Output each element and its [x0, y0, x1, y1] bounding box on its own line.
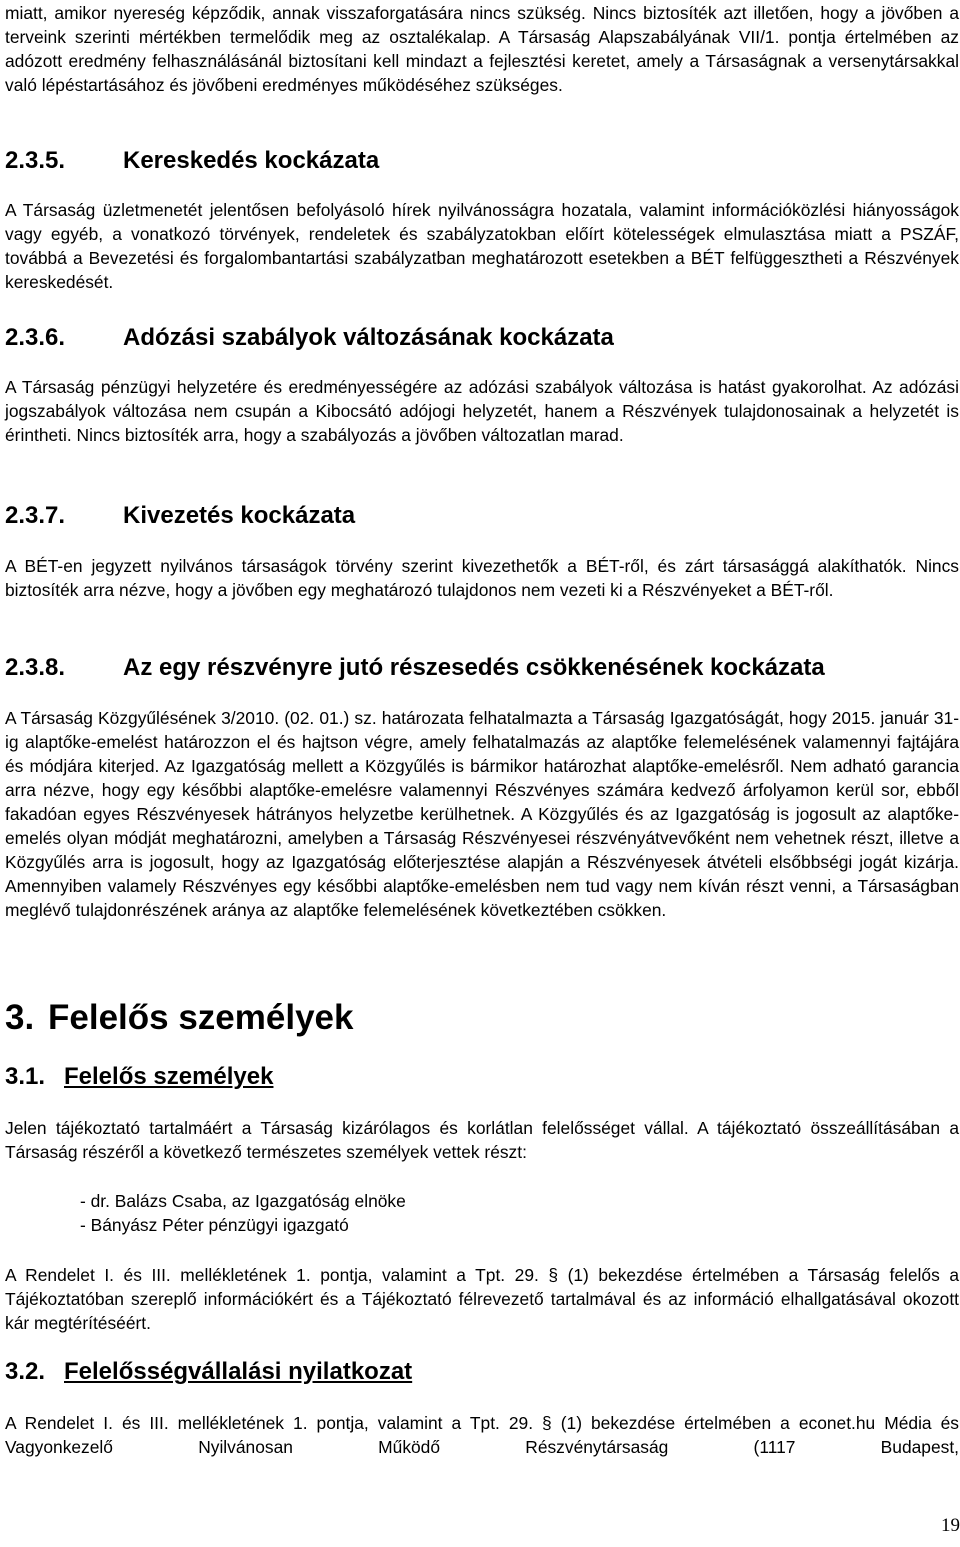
section-number: 2.3.6.	[5, 324, 66, 351]
subsection-text-3-1: Jelen tájékoztató tartalmáért a Társaság kizárólagos és korlátlan felelősséget vállal. A tájékoztató összeállításában a Társaság részéről a következő természetes személyek vettek részt:	[5, 1118, 959, 1162]
person-list-item: - Bányász Péter pénzügyi igazgató	[80, 1215, 349, 1235]
section-text-2-3-7: A BÉT-en jegyzett nyilvános társaságok törvény szerint kivezethetők a BÉT-ről, és zárt társasággá alakíthatók. Nincs biztosíték arra nézve, hogy a jövőben egy meghatározó tulajdonos nem vezeti ki a Részvényeket a BÉT-ről.	[5, 556, 959, 600]
section-title: Kereskedés kockázata	[123, 147, 380, 174]
section-title: Adózási szabályok változásának kockázata	[123, 324, 614, 351]
subsection-title: Felelős személyek	[64, 1063, 274, 1090]
section-number: 2.3.7.	[5, 502, 66, 529]
section-text-2-3-8: A Társaság Közgyűlésének 3/2010. (02. 01.) sz. határozata felhatalmazta a Társaság Igazgatóságát, hogy 2015. január 31-ig alaptőke-emelést határozzon el és hajtson végre, amely felhatalmazás az alaptőke felemelésének valamennyi fajtájára és módjára kiterjed. Az Igazgatóság mellett a Közgyűlés is bármikor határozhat alaptőke-emelésről. Nem adható garancia arra nézve, hogy egy későbbi alaptőke-emelésre valamennyi Részvényes számára kedvező árfolyamon kerül sor, ebből fakadóan egyes Részvényesek hátrányos helyzetbe kerülhetnek. A Közgyűlés és az Igazgatóság is jogosult az alaptőke-emelés olyan módját meghatározni, amelyben a Társaság Részvényesei részvényátvevőként nem vehetnek részt, illetve a Közgyűlés arra is jogosult, hogy az Igazgatóság előterjesztése alapján a Részvényesek átvételi elsőbbségi jogát kizárja. Amennyiben valamely Részvényes egy későbbi alaptőke-emelésben nem tud vagy nem kíván részt venni, a Társaságban meglévő tulajdonrészének aránya az alaptőke felemelésének következtében csökken.	[5, 708, 959, 920]
subsection-number: 3.2.	[5, 1358, 46, 1385]
chapter-title: Felelős személyek	[48, 998, 354, 1037]
section-title: Az egy részvényre jutó részesedés csökkenésének kockázata	[123, 654, 825, 681]
subsection-heading-3-2	[5, 1357, 412, 1387]
page-number: 19	[941, 1515, 960, 1536]
subsection-number: 3.1.	[5, 1063, 46, 1090]
subsection-title: Felelősségvállalási nyilatkozat	[64, 1358, 413, 1385]
section-text-2-3-6: A Társaság pénzügyi helyzetére és eredményességére az adózási szabályok változása is hatást gyakorolhat. Az adózási jogszabályok változása nem csupán a Kibocsátó adójogi helyzetét, hanem a Részvények tulajdonosainak a helyzetét is érintheti. Nincs biztosíték arra, hogy a szabályozás a jövőben változatlan marad.	[5, 377, 959, 445]
section-heading-2-3-5	[5, 146, 379, 176]
subsection-text-3-2: A Rendelet I. és III. mellékletének 1. pontja, valamint a Tpt. 29. § (1) bekezdése értelmében a econet.hu Média és Vagyonkezelő Nyilvánosan Működő Részvénytársaság (1117 Budapest,	[5, 1413, 959, 1457]
section-text-2-3-5: A Társaság üzletmenetét jelentősen befolyásoló hírek nyilvánosságra hozatala, valamint információközlési hiányosságok vagy egyéb, a vonatkozó törvények, rendeletek és szabályzatokban előírt kötelességek elmulasztása miatt a PSZÁF, továbbá a Bevezetési és forgalombantartási szabályzatban meghatározott esetekben a BÉT felfüggesztheti a Részvények kereskedését.	[5, 200, 959, 292]
section-number: 2.3.5.	[5, 147, 66, 174]
section-heading-2-3-6	[5, 323, 614, 353]
subsection-text-3-1-legal: A Rendelet I. és III. mellékletének 1. pontja, valamint a Tpt. 29. § (1) bekezdése értelmében a Társaság felelős a Tájékoztatóban szereplő információkért és a Tájékoztató félrevezető tartalmával és az információ elhallgatásával okozott kár megtérítéséért.	[5, 1265, 959, 1333]
chapter-heading	[5, 997, 353, 1039]
subsection-heading-3-1	[5, 1062, 273, 1092]
chapter-number: 3.	[5, 998, 35, 1037]
section-heading-2-3-7	[5, 501, 355, 531]
section-number: 2.3.8.	[5, 654, 66, 681]
intro-paragraph: miatt, amikor nyereség képződik, annak visszaforgatására nincs szükség. Nincs biztosíték azt illetően, hogy a jövőben a terveink szerinti mértékben termelődik meg az osztalékalap. A Társaság Alapszabályának VII/1. pontja értelmében az adózott eredmény felhasználásánál biztosítani kell mindazt a fejlesztési keretet, amely a Társaságnak a versenytársakkal való lépéstartásához és jövőbeni eredményes működéséhez szükséges.	[5, 3, 959, 95]
person-list-item: - dr. Balázs Csaba, az Igazgatóság elnöke	[80, 1191, 406, 1211]
section-heading-2-3-8	[5, 653, 825, 683]
section-title: Kivezetés kockázata	[123, 502, 356, 529]
